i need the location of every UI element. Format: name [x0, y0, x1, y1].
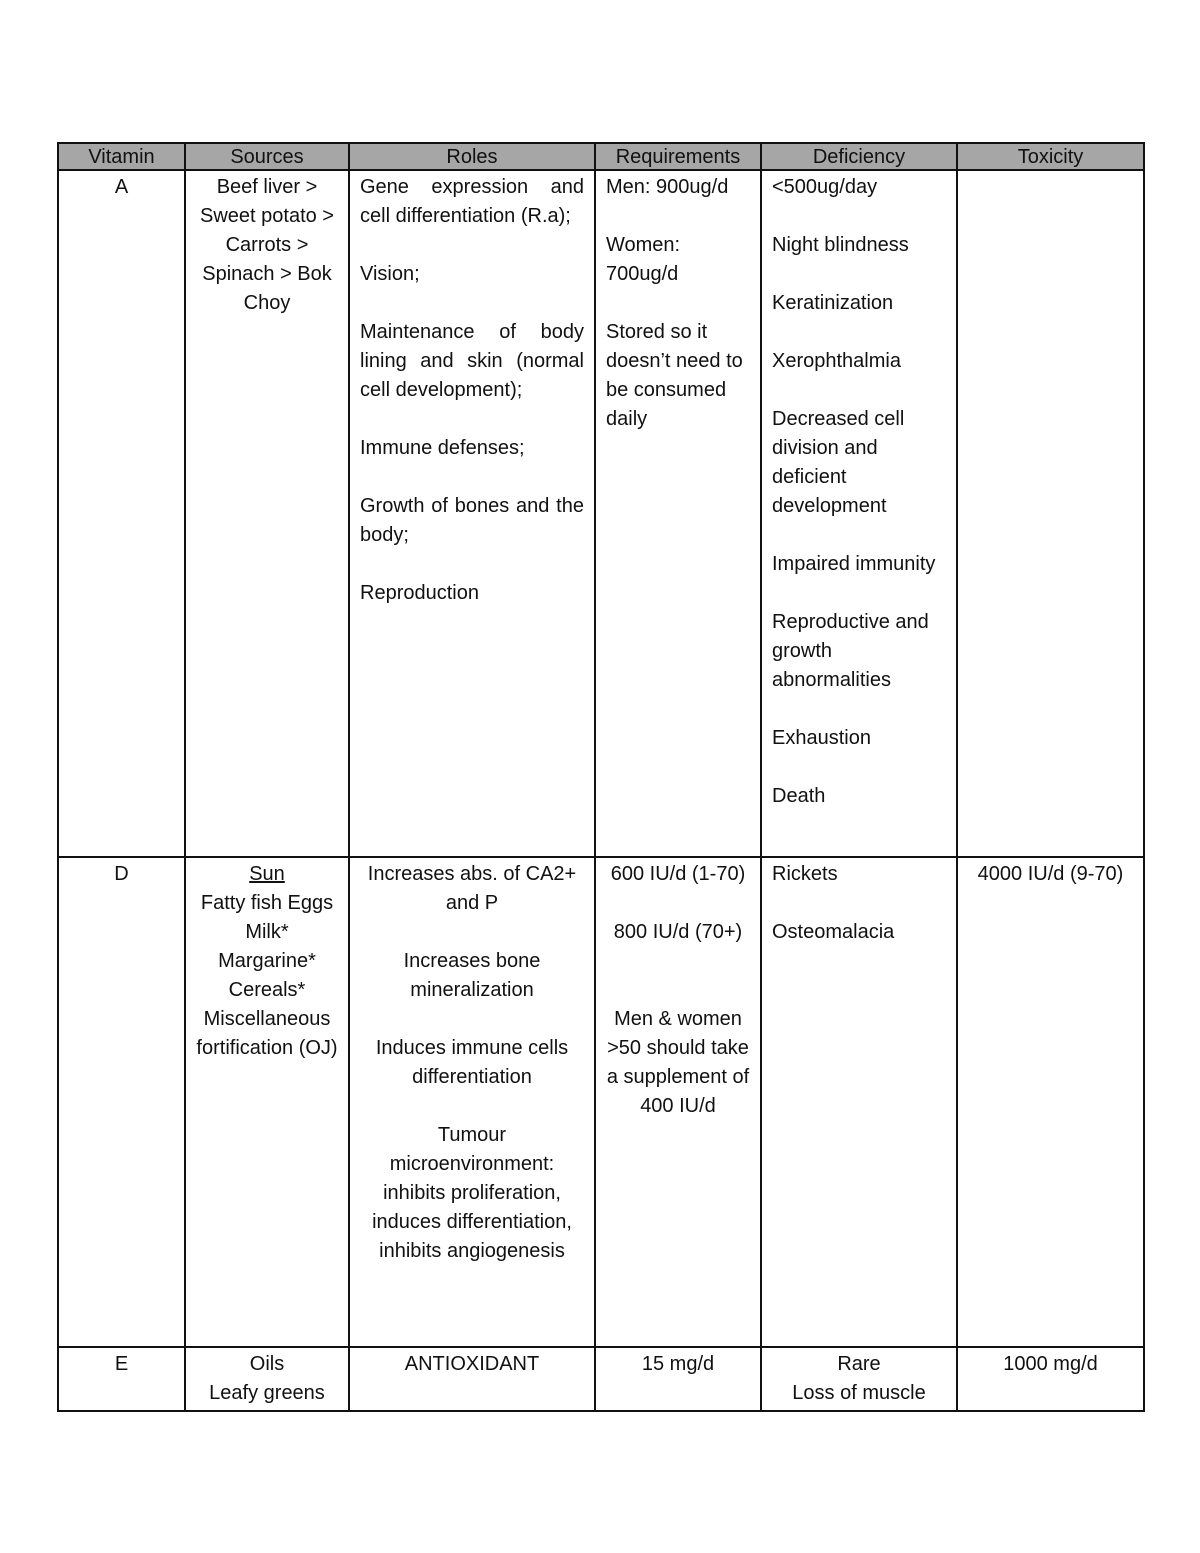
- requirement-text: 600 IU/d (1-70): [610, 863, 746, 885]
- deficiency-text: <500ug/day: [772, 176, 878, 198]
- deficiency-text: Keratinization: [772, 292, 894, 314]
- deficiency-text: Night blindness: [772, 234, 909, 256]
- sources-cell: [185, 1347, 349, 1411]
- vitamin-table: [57, 142, 1145, 1412]
- deficiency-text: Death: [772, 785, 826, 807]
- role-text: Induces immune cells differentiation: [375, 1037, 569, 1088]
- role-text: Tumour microenvironment: inhibits proliferation, induces differentiation, inhibits angiogenesis: [372, 1124, 572, 1262]
- deficiency-cell: [761, 857, 957, 1347]
- sources-cell: [185, 170, 349, 857]
- sources-text: Fatty fish Eggs Milk* Margarine* Cereals* Miscellaneous fortification (OJ): [196, 892, 338, 1059]
- header-requirements: Requirements: [595, 143, 761, 170]
- requirements-cell: [595, 1347, 761, 1411]
- header-deficiency: Deficiency: [761, 143, 957, 170]
- deficiency-text: Reproductive and growth abnormalities: [772, 611, 929, 691]
- requirement-text: 800 IU/d (70+): [613, 921, 743, 943]
- header-vitamin: Vitamin: [58, 143, 185, 170]
- table-row: [58, 170, 1144, 857]
- role-text: Reproduction: [360, 582, 479, 604]
- toxicity-cell: 1000 mg/d: [957, 1347, 1144, 1411]
- requirement-text: Women: 700ug/d: [606, 234, 681, 285]
- sources-text: Beef liver > Sweet potato > Carrots > Spinach > Bok Choy: [200, 176, 334, 314]
- deficiency-text: Rare: [837, 1353, 881, 1375]
- role-text: Vision;: [360, 263, 420, 285]
- deficiency-cell: [761, 170, 957, 857]
- requirement-text: Men & women >50 should take a supplement of 400 IU/d: [606, 1008, 750, 1117]
- deficiency-cell: [761, 1347, 957, 1411]
- deficiency-text: Loss of muscle: [792, 1382, 926, 1404]
- vitamin-cell: D: [58, 857, 185, 1347]
- roles-cell: [349, 857, 595, 1347]
- deficiency-text: Exhaustion: [772, 727, 871, 749]
- deficiency-text: Osteomalacia: [772, 921, 895, 943]
- deficiency-text: Impaired immunity: [772, 553, 936, 575]
- role-text: Increases bone mineralization: [403, 950, 541, 1001]
- requirement-text: 15 mg/d: [641, 1353, 715, 1375]
- vitamin-cell: E: [58, 1347, 185, 1411]
- table-row: [58, 857, 1144, 1347]
- role-text: Gene expression and cell differentiation (R.a);: [360, 176, 584, 227]
- table-row: [58, 1347, 1144, 1411]
- role-text: Growth of bones and the body;: [360, 495, 584, 546]
- sources-cell: [185, 857, 349, 1347]
- deficiency-text: Xerophthalmia: [772, 350, 901, 372]
- requirement-text: Men: 900ug/d: [606, 176, 729, 198]
- role-text: Immune defenses;: [360, 437, 525, 459]
- sources-text: Sun: [249, 863, 285, 885]
- role-text: ANTIOXIDANT: [404, 1353, 540, 1375]
- roles-cell: [349, 170, 595, 857]
- deficiency-text: Rickets: [772, 863, 838, 885]
- deficiency-text: Decreased cell division and deficient development: [772, 408, 905, 517]
- header-sources: Sources: [185, 143, 349, 170]
- roles-cell: [349, 1347, 595, 1411]
- toxicity-cell: 4000 IU/d (9-70): [957, 857, 1144, 1347]
- toxicity-cell: [957, 170, 1144, 857]
- requirements-cell: [595, 857, 761, 1347]
- role-text: Maintenance of body lining and skin (normal cell development);: [360, 321, 584, 401]
- sources-text: Leafy greens: [209, 1382, 325, 1404]
- requirements-cell: [595, 170, 761, 857]
- vitamin-cell: A: [58, 170, 185, 857]
- header-toxicity: Toxicity: [957, 143, 1144, 170]
- table-header-row: [58, 143, 1144, 170]
- header-roles: Roles: [349, 143, 595, 170]
- role-text: Increases abs. of CA2+ and P: [367, 863, 577, 914]
- requirement-text: Stored so it doesn’t need to be consumed daily: [606, 321, 743, 430]
- sources-text: Oils: [249, 1353, 285, 1375]
